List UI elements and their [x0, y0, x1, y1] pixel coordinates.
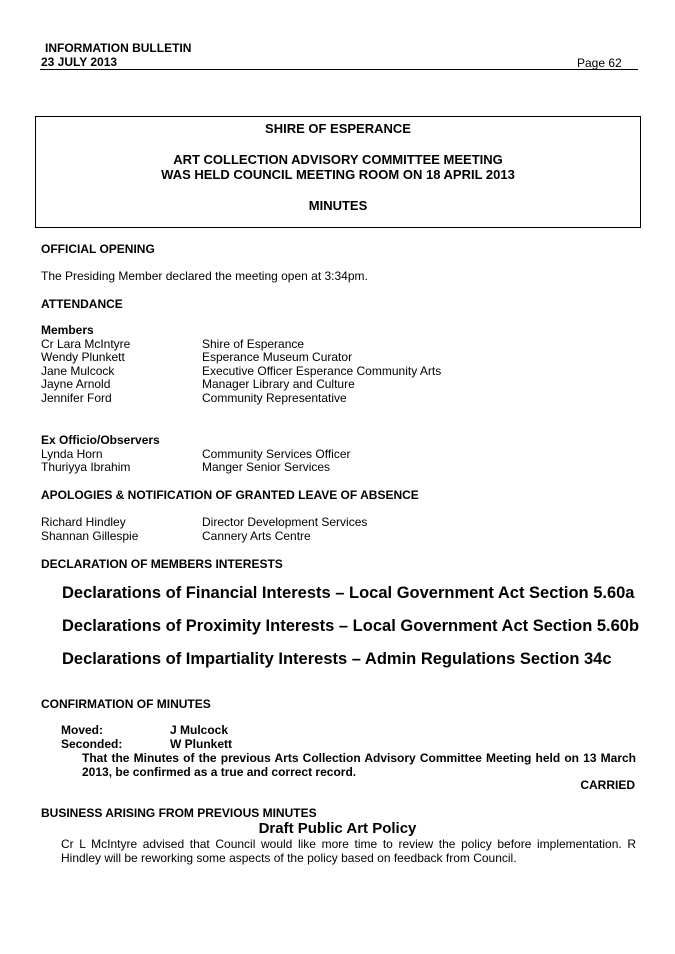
- observer-row: [41, 448, 641, 462]
- member-role: Shire of Esperance: [202, 336, 305, 351]
- motion-result: CARRIED: [580, 778, 635, 792]
- header-rule: [40, 69, 638, 70]
- member-role: Esperance Museum Curator: [202, 350, 353, 365]
- member-row: [41, 338, 641, 352]
- apology-name: Richard Hindley: [41, 515, 126, 529]
- member-name: Jennifer Ford: [41, 390, 112, 405]
- motion-text: That the Minutes of the previous Arts Collection Advisory Committee Meeting held on 13 March 2013, be confirmed as a true and correct record.: [82, 751, 636, 779]
- member-role: Community Representative: [202, 390, 347, 405]
- bulletin-title: INFORMATION BULLETIN: [45, 41, 192, 55]
- apology-row: [41, 516, 641, 530]
- title-line-meeting: ART COLLECTION ADVISORY COMMITTEE MEETING: [173, 152, 503, 167]
- member-name: Cr Lara McIntyre: [41, 336, 131, 351]
- opening-heading: OFFICIAL OPENING: [41, 242, 155, 256]
- member-row: [41, 365, 641, 379]
- observer-name: Thuriyya Ibrahim: [41, 460, 131, 475]
- observers-heading: Ex Officio/Observers: [41, 433, 160, 447]
- observer-name: Lynda Horn: [41, 446, 103, 461]
- bulletin-date: 23 JULY 2013: [41, 55, 118, 69]
- moved-value: J Mulcock: [170, 723, 229, 737]
- apologies-block: [41, 516, 641, 543]
- apology-row: [41, 530, 641, 544]
- observers-block: [41, 434, 641, 475]
- attendance-heading: ATTENDANCE: [41, 297, 123, 311]
- observer-role: Community Services Officer: [202, 446, 351, 461]
- observer-role: Manger Senior Services: [202, 460, 331, 475]
- declaration-financial: Declarations of Financial Interests – Local Government Act Section 5.60a: [62, 584, 635, 602]
- member-role: Executive Officer Esperance Community Arts: [202, 363, 442, 378]
- business-heading: BUSINESS ARISING FROM PREVIOUS MINUTES: [41, 806, 317, 820]
- declarations-heading: DECLARATION OF MEMBERS INTERESTS: [41, 557, 283, 571]
- seconded-label: Seconded:: [61, 737, 123, 751]
- observer-row: [41, 461, 641, 475]
- members-block: [41, 324, 641, 406]
- business-text: Cr L McIntyre advised that Council would like more time to review the policy before implementation. R Hindley will be reworking some aspects of the policy based on feedback from Council.: [61, 837, 636, 865]
- moved-label: Moved:: [61, 723, 103, 737]
- member-row: [41, 378, 641, 392]
- title-line-minutes: MINUTES: [308, 198, 368, 213]
- member-row: [41, 392, 641, 406]
- apology-role: Director Development Services: [202, 515, 368, 529]
- policy-subheading: Draft Public Art Policy: [258, 820, 417, 837]
- member-name: Jayne Arnold: [41, 377, 111, 392]
- apology-name: Shannan Gillespie: [41, 528, 139, 543]
- declaration-impartiality: Declarations of Impartiality Interests – Admin Regulations Section 34c: [62, 650, 612, 668]
- member-row: [41, 351, 641, 365]
- opening-text: The Presiding Member declared the meeting open at 3:34pm.: [41, 269, 368, 283]
- apologies-heading: APOLOGIES & NOTIFICATION OF GRANTED LEAVE OF ABSENCE: [41, 488, 419, 502]
- title-box: [35, 116, 641, 228]
- seconded-value: W Plunkett: [170, 737, 232, 751]
- apology-role: Cannery Arts Centre: [202, 528, 311, 543]
- member-name: Jane Mulcock: [41, 363, 115, 378]
- member-role: Manager Library and Culture: [202, 377, 355, 392]
- member-name: Wendy Plunkett: [41, 350, 125, 365]
- title-line-shire: SHIRE OF ESPERANCE: [265, 121, 411, 136]
- confirmation-heading: CONFIRMATION OF MINUTES: [41, 697, 211, 711]
- page-number: Page 62: [577, 56, 622, 70]
- members-heading: Members: [41, 323, 94, 337]
- title-line-venue: WAS HELD COUNCIL MEETING ROOM ON 18 APRIL 2013: [161, 167, 515, 182]
- declaration-proximity: Declarations of Proximity Interests – Local Government Act Section 5.60b: [62, 617, 640, 635]
